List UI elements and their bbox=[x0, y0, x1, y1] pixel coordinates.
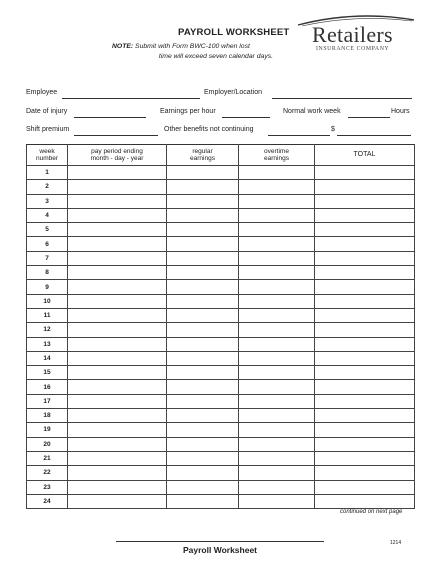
total-cell[interactable] bbox=[315, 208, 415, 222]
note-line-2: time will exceed seven calendar days. bbox=[158, 53, 273, 60]
employee-field[interactable] bbox=[62, 98, 200, 99]
regular-earnings-cell[interactable] bbox=[167, 409, 239, 423]
overtime-earnings-cell[interactable] bbox=[239, 409, 315, 423]
total-cell[interactable] bbox=[315, 166, 415, 180]
week-number-cell: 11 bbox=[27, 308, 68, 322]
page-title: PAYROLL WORKSHEET bbox=[178, 27, 290, 38]
week-number-cell: 20 bbox=[27, 437, 68, 451]
pay-period-header: pay period ending month - day - year bbox=[68, 145, 167, 166]
overtime-earnings-cell[interactable] bbox=[239, 194, 315, 208]
regular-earnings-cell[interactable] bbox=[167, 494, 239, 508]
regular-earnings-cell[interactable] bbox=[167, 280, 239, 294]
dollar-sign: $ bbox=[331, 126, 335, 133]
other-benefits-label: Other benefits not continuing bbox=[164, 126, 254, 133]
pay-period-cell[interactable] bbox=[68, 251, 167, 265]
regular-earnings-cell[interactable] bbox=[167, 294, 239, 308]
regular-earnings-header: regular earnings bbox=[167, 145, 239, 166]
regular-earnings-cell[interactable] bbox=[167, 180, 239, 194]
week-number-cell: 22 bbox=[27, 466, 68, 480]
other-benefits-amount-field[interactable] bbox=[337, 135, 411, 136]
table-row bbox=[27, 308, 415, 322]
overtime-earnings-cell[interactable] bbox=[239, 180, 315, 194]
week-number-cell: 16 bbox=[27, 380, 68, 394]
week-number-cell: 7 bbox=[27, 251, 68, 265]
pay-period-cell[interactable] bbox=[68, 451, 167, 465]
regular-earnings-cell[interactable] bbox=[167, 166, 239, 180]
overtime-earnings-cell[interactable] bbox=[239, 251, 315, 265]
hours-label: Hours bbox=[391, 108, 410, 115]
week-number-cell: 13 bbox=[27, 337, 68, 351]
pay-period-cell[interactable] bbox=[68, 366, 167, 380]
week-number-cell: 8 bbox=[27, 266, 68, 280]
pay-period-cell[interactable] bbox=[68, 223, 167, 237]
table-row bbox=[27, 166, 415, 180]
total-cell[interactable] bbox=[315, 437, 415, 451]
table-row bbox=[27, 208, 415, 222]
total-cell[interactable] bbox=[315, 194, 415, 208]
week-number-cell: 17 bbox=[27, 394, 68, 408]
field-row-injury bbox=[26, 108, 416, 120]
regular-earnings-cell[interactable] bbox=[167, 394, 239, 408]
earnings-per-hour-label: Earnings per hour bbox=[160, 108, 216, 115]
pay-period-cell[interactable] bbox=[68, 194, 167, 208]
pay-period-cell[interactable] bbox=[68, 280, 167, 294]
regular-earnings-cell[interactable] bbox=[167, 208, 239, 222]
shift-premium-field[interactable] bbox=[74, 135, 158, 136]
overtime-earnings-cell[interactable] bbox=[239, 466, 315, 480]
regular-earnings-cell[interactable] bbox=[167, 308, 239, 322]
note-line-1: Submit with Form BWC-100 when lost bbox=[135, 43, 250, 50]
regular-earnings-cell[interactable] bbox=[167, 480, 239, 494]
overtime-earnings-cell[interactable] bbox=[239, 394, 315, 408]
total-cell[interactable] bbox=[315, 394, 415, 408]
logo-subtitle: INSURANCE COMPANY bbox=[316, 46, 390, 52]
week-number-cell: 6 bbox=[27, 237, 68, 251]
overtime-earnings-cell[interactable] bbox=[239, 366, 315, 380]
pay-period-cell[interactable] bbox=[68, 409, 167, 423]
regular-earnings-cell[interactable] bbox=[167, 251, 239, 265]
field-row-employee bbox=[26, 89, 416, 101]
regular-earnings-cell[interactable] bbox=[167, 237, 239, 251]
pay-period-cell[interactable] bbox=[68, 208, 167, 222]
pay-period-cell[interactable] bbox=[68, 437, 167, 451]
employer-location-label: Employer/Location bbox=[204, 89, 262, 96]
total-cell[interactable] bbox=[315, 380, 415, 394]
week-number-header: week number bbox=[27, 145, 68, 166]
table-header-row bbox=[27, 145, 415, 166]
overtime-earnings-cell[interactable] bbox=[239, 451, 315, 465]
table-row bbox=[27, 251, 415, 265]
total-cell[interactable] bbox=[315, 466, 415, 480]
normal-work-week-label: Normal work week bbox=[283, 108, 341, 115]
table-row bbox=[27, 466, 415, 480]
overtime-earnings-cell[interactable] bbox=[239, 323, 315, 337]
overtime-earnings-cell[interactable] bbox=[239, 380, 315, 394]
table-row bbox=[27, 194, 415, 208]
submission-note bbox=[112, 42, 277, 62]
table-row bbox=[27, 237, 415, 251]
table-row bbox=[27, 423, 415, 437]
table-row bbox=[27, 280, 415, 294]
table-row bbox=[27, 494, 415, 508]
week-number-cell: 1 bbox=[27, 166, 68, 180]
table-row bbox=[27, 223, 415, 237]
pay-period-cell[interactable] bbox=[68, 423, 167, 437]
payroll-table bbox=[26, 144, 415, 509]
table-row bbox=[27, 409, 415, 423]
regular-earnings-cell[interactable] bbox=[167, 194, 239, 208]
week-number-cell: 9 bbox=[27, 280, 68, 294]
week-number-cell: 19 bbox=[27, 423, 68, 437]
pay-period-cell[interactable] bbox=[68, 351, 167, 365]
regular-earnings-cell[interactable] bbox=[167, 437, 239, 451]
overtime-earnings-cell[interactable] bbox=[239, 294, 315, 308]
overtime-earnings-cell[interactable] bbox=[239, 351, 315, 365]
table-row bbox=[27, 394, 415, 408]
week-number-cell: 14 bbox=[27, 351, 68, 365]
earnings-per-hour-field[interactable] bbox=[222, 117, 270, 118]
regular-earnings-cell[interactable] bbox=[167, 466, 239, 480]
regular-earnings-cell[interactable] bbox=[167, 323, 239, 337]
overtime-earnings-cell[interactable] bbox=[239, 437, 315, 451]
pay-period-cell[interactable] bbox=[68, 308, 167, 322]
total-cell[interactable] bbox=[315, 451, 415, 465]
pay-period-cell[interactable] bbox=[68, 394, 167, 408]
overtime-earnings-cell[interactable] bbox=[239, 494, 315, 508]
week-number-cell: 3 bbox=[27, 194, 68, 208]
table-row bbox=[27, 480, 415, 494]
regular-earnings-cell[interactable] bbox=[167, 451, 239, 465]
week-number-cell: 18 bbox=[27, 409, 68, 423]
overtime-earnings-cell[interactable] bbox=[239, 423, 315, 437]
total-cell[interactable] bbox=[315, 294, 415, 308]
shift-premium-label: Shift premium bbox=[26, 126, 70, 133]
table-row bbox=[27, 266, 415, 280]
table-row bbox=[27, 337, 415, 351]
employer-location-field[interactable] bbox=[272, 98, 412, 99]
pay-period-cell[interactable] bbox=[68, 380, 167, 394]
overtime-earnings-cell[interactable] bbox=[239, 237, 315, 251]
overtime-earnings-cell[interactable] bbox=[239, 208, 315, 222]
pay-period-cell[interactable] bbox=[68, 466, 167, 480]
employee-label: Employee bbox=[26, 89, 58, 96]
total-cell[interactable] bbox=[315, 180, 415, 194]
total-cell[interactable] bbox=[315, 323, 415, 337]
date-of-injury-label: Date of injury bbox=[26, 108, 68, 115]
regular-earnings-cell[interactable] bbox=[167, 266, 239, 280]
total-header: TOTAL bbox=[315, 145, 415, 166]
overtime-earnings-cell[interactable] bbox=[239, 166, 315, 180]
pay-period-cell[interactable] bbox=[68, 166, 167, 180]
table-row bbox=[27, 294, 415, 308]
pay-period-cell[interactable] bbox=[68, 237, 167, 251]
week-number-cell: 5 bbox=[27, 223, 68, 237]
table-row bbox=[27, 323, 415, 337]
overtime-earnings-cell[interactable] bbox=[239, 223, 315, 237]
note-label: NOTE: bbox=[112, 43, 134, 50]
date-of-injury-field[interactable] bbox=[74, 117, 146, 118]
total-cell[interactable] bbox=[315, 409, 415, 423]
regular-earnings-cell[interactable] bbox=[167, 366, 239, 380]
week-number-cell: 23 bbox=[27, 480, 68, 494]
total-cell[interactable] bbox=[315, 223, 415, 237]
total-cell[interactable] bbox=[315, 351, 415, 365]
week-number-cell: 15 bbox=[27, 366, 68, 380]
total-cell[interactable] bbox=[315, 480, 415, 494]
continued-note: continued on next page bbox=[340, 509, 403, 515]
pay-period-cell[interactable] bbox=[68, 266, 167, 280]
week-number-cell: 24 bbox=[27, 494, 68, 508]
total-cell[interactable] bbox=[315, 280, 415, 294]
overtime-earnings-cell[interactable] bbox=[239, 480, 315, 494]
table-row bbox=[27, 180, 415, 194]
pay-period-cell[interactable] bbox=[68, 294, 167, 308]
logo-wordmark: Retailers bbox=[312, 22, 393, 47]
other-benefits-field[interactable] bbox=[268, 135, 330, 136]
table-row bbox=[27, 380, 415, 394]
total-cell[interactable] bbox=[315, 366, 415, 380]
footer-divider bbox=[116, 541, 324, 542]
overtime-earnings-cell[interactable] bbox=[239, 308, 315, 322]
normal-work-week-field[interactable] bbox=[348, 117, 390, 118]
regular-earnings-cell[interactable] bbox=[167, 351, 239, 365]
overtime-earnings-cell[interactable] bbox=[239, 337, 315, 351]
week-number-cell: 12 bbox=[27, 323, 68, 337]
table-row bbox=[27, 437, 415, 451]
total-cell[interactable] bbox=[315, 494, 415, 508]
total-cell[interactable] bbox=[315, 237, 415, 251]
company-logo bbox=[296, 14, 416, 54]
total-cell[interactable] bbox=[315, 308, 415, 322]
week-number-cell: 10 bbox=[27, 294, 68, 308]
overtime-earnings-header: overtime earnings bbox=[239, 145, 315, 166]
form-code: 1214 bbox=[390, 540, 402, 546]
footer-title: Payroll Worksheet bbox=[183, 545, 258, 555]
pay-period-cell[interactable] bbox=[68, 480, 167, 494]
table-row bbox=[27, 451, 415, 465]
regular-earnings-cell[interactable] bbox=[167, 223, 239, 237]
overtime-earnings-cell[interactable] bbox=[239, 280, 315, 294]
field-row-shift bbox=[26, 126, 416, 138]
table-row bbox=[27, 366, 415, 380]
overtime-earnings-cell[interactable] bbox=[239, 266, 315, 280]
table-row bbox=[27, 351, 415, 365]
pay-period-cell[interactable] bbox=[68, 180, 167, 194]
regular-earnings-cell[interactable] bbox=[167, 423, 239, 437]
total-cell[interactable] bbox=[315, 337, 415, 351]
total-cell[interactable] bbox=[315, 251, 415, 265]
week-number-cell: 4 bbox=[27, 208, 68, 222]
pay-period-cell[interactable] bbox=[68, 323, 167, 337]
regular-earnings-cell[interactable] bbox=[167, 337, 239, 351]
pay-period-cell[interactable] bbox=[68, 337, 167, 351]
total-cell[interactable] bbox=[315, 423, 415, 437]
week-number-cell: 21 bbox=[27, 451, 68, 465]
regular-earnings-cell[interactable] bbox=[167, 380, 239, 394]
total-cell[interactable] bbox=[315, 266, 415, 280]
pay-period-cell[interactable] bbox=[68, 494, 167, 508]
week-number-cell: 2 bbox=[27, 180, 68, 194]
